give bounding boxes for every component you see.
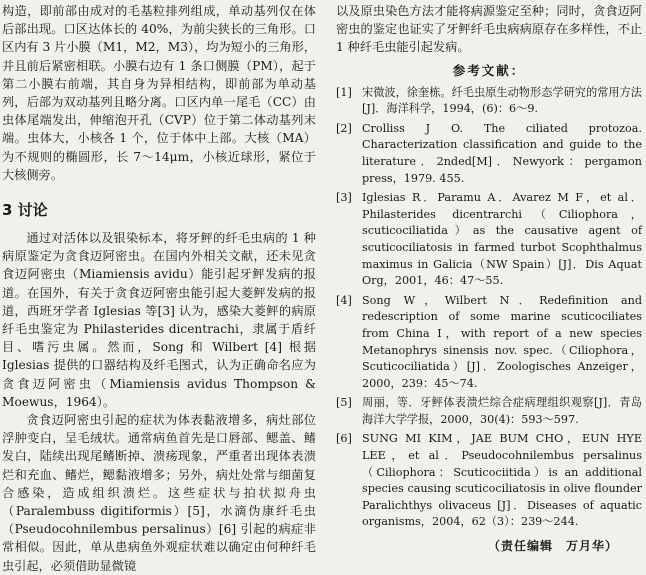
reference-number: [2] [336, 121, 352, 135]
reference-text: Song W，Wilbert N．Redefinition and redescription of some marine scuticociliates from China Ⅰ，with report of a new species Metanophrys sinensis nov. spec.（Ciliophora，Scuticociliatida）[J]．Zoologisches Anzeiger，2000，239：45～74. [362, 293, 642, 390]
reference-list [336, 85, 642, 531]
reference-number: [4] [336, 293, 352, 307]
reference-text: SUNG MI KIM，JAE BUM CHO，EUN HYE LEE，et al．Pseudocohnilembus persalinus（Ciliophora：Scuticociitida）is an additional species causing scuticociliatosis in olive flounder Paralichthys olivaceus [J]．Diseases of aquatic organisms，2004，62（3）：239～244. [362, 432, 642, 529]
reference-number: [1] [336, 85, 352, 99]
reference-item [336, 190, 642, 290]
body-paragraph: 以及原虫染色方法才能将病源鉴定至种；同时，贪食迈阿密虫的鉴定也证实了牙鲆纤毛虫病病原存在多样性，不止 1 种纤毛虫能引起发病。 [336, 4, 642, 55]
body-paragraph: 构造，即前部由成对的毛基粒排列组成，单动基列仅在体后部出现。口区达体长的 40%，为前尖狭长的三角形。口区内有 3 片小膜（M1，M2，M3），均为短小的三角形，并且前后紧密相联。小膜右边有 1 条口侧膜（PM），起于第二小膜右前端，其自身为异相结构，即前部为单动基列，后部为双动基列且略分离。口区内单一尾毛（CC）由虫体尾端发出，伸缩泡开孔（CVP）位于第二体动基列末端。虫体大，小核各 1 个，位于体中上部。大核（MA）为不规则的椭圆形，长 7～14μm，小核近球形，紧位于大核侧旁。 [2, 4, 316, 182]
section-heading: 3 讨论 [2, 201, 48, 220]
reference-item [336, 395, 642, 428]
right-column [336, 2, 642, 554]
reference-number: [3] [336, 191, 352, 205]
reference-text: 宋微波，徐奎栋。纤毛虫原生动物形态学研究的常用方法[J]．海洋科学，1994，(6)：6～9. [362, 85, 642, 116]
reference-number: [5] [336, 396, 352, 410]
reference-item [336, 85, 642, 118]
responsible-editor: （责任编辑 万月华） [487, 539, 618, 554]
reference-text: 周丽，等．牙鲆体表溃烂综合症病理组织观察[J]．青岛海洋大学学报，2000，30(4)：593～597. [362, 396, 642, 426]
reference-text: Iglesias R．Paramu A．Avarez M F，et al．Philasterides dicentrarchi（Ciliophora，scuticociliatida）as the causative agent of scuticociliatosis in farmed turbot Scophthalmus maximus in Galicia（NW Spain）[J]．Dis Aquat Org，2001，46：47～55. [362, 191, 642, 288]
body-paragraph: 贪食迈阿密虫引起的症状为体表黏液增多，病灶部位浮肿变白，呈毛绒状。通常病鱼首先是口唇部、鳃盖、鳍发白，陆续出现尾鳍断掉、溃疡现象，严重者出现体表溃烂和充血、鳍烂，鳃黏液增多；另外，病灶处常与细菌复合感染，造成组织溃烂。这些症状与拍状拟舟虫（Paralembuss digitiformis）[5]，水滴伪康纤毛虫（Pseudocohnilembus persalinus）[6] 引起的病症非常相似。因此，单从患病鱼外观症状难以确定由何种纤毛虫引起，必须借助显微镜 [2, 413, 316, 573]
reference-number: [6] [336, 432, 352, 446]
reference-item [336, 121, 642, 187]
references-title: 参考文献： [452, 62, 526, 78]
body-paragraph: 通过对活体以及银染标本，将牙鲆的纤毛虫病的 1 种病原鉴定为贪食迈阿密虫。在国内外相关文献，还未见贪食迈阿密虫（Miamiensis avidu）能引起牙鲆发病的报道。在国外，有关于贪食迈阿密虫能引起大菱鲆发病的报道，西班牙学者 Iglesias 等[3] 认为，感染大菱鲆的病原纤毛虫鉴定为 Philasterides dicentrachi，隶属于盾纤目、嗜污虫属。然而，Song 和 Wilbert [4] 根据 Iglesias 提供的口器结构及纤毛图式，认为正确命名应为贪食迈阿密虫（Miamiensis avidus Thompson & Moewus，1964）。 [2, 231, 316, 409]
reference-text: Crolliss J O. The ciliated protozoa. Characterization classification and guide to the literature．2nded[M]．Newyork：pergamon press，1979. 455. [362, 121, 642, 185]
reference-item [336, 431, 642, 531]
reference-item [336, 293, 642, 393]
left-column [2, 2, 316, 575]
